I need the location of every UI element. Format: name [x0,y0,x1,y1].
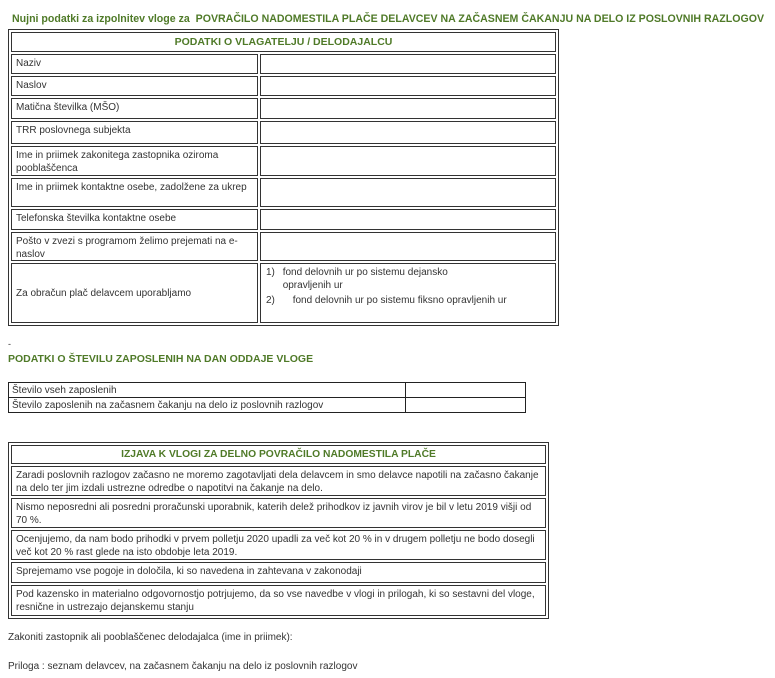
statement-item-5: Pod kazensko in materialno odgovornostjo potrjujemo, da so vse navedbe v vlogi in prilogah, ki so sestavni del vloge, resnične in ustrezajo dejanskemu stanju [11,585,546,616]
label-telefon: Telefonska številka kontaktne osebe [11,209,258,230]
option-1-text: fond delovnih ur po sistemu dejansko opravljenih ur [282,267,448,291]
label-e-naslov: Pošto v zvezi s programom želimo prejemati na e-naslov [11,232,258,261]
document-title [12,13,772,25]
label-obracun-plac [11,263,258,323]
option-2[interactable] [266,294,551,307]
employees-heading: PODATKI O ŠTEVILU ZAPOSLENIH NA DAN ODDAJE VLOGE [8,353,314,365]
value-zaposleni-na-cakanju[interactable] [405,397,526,413]
label-zakoniti-zastopnik: Ime in priimek zakonitega zastopnika oziroma pooblaščenca [11,146,258,176]
label-maticna-stevilka: Matična številka (MŠO) [11,98,258,119]
attachment-note: Priloga : seznam delavcev, na začasnem čakanju na delo iz poslovnih razlogov [8,661,358,672]
value-telefon[interactable] [260,209,556,230]
statement-item-3: Ocenjujemo, da nam bodo prihodki v prvem polletju 2020 upadli za več kot 20 % in v drugem polletju ne bodo dosegli več kot 20 % rast glede na isto obdobje leta 2019. [11,530,546,560]
label-vsi-zaposleni: Število vseh zaposlenih [8,382,406,398]
obracun-plac-text: Za obračun plač delavcem uporabljamo [16,288,192,299]
statement-heading: IZJAVA K VLOGI ZA DELNO POVRAČILO NADOMESTILA PLAČE [11,445,546,464]
value-vsi-zaposleni[interactable] [405,382,526,398]
label-kontaktna-oseba: Ime in priimek kontaktne osebe, zadolžene za ukrep [11,178,258,207]
option-1[interactable] [266,266,546,292]
value-naslov[interactable] [260,76,556,96]
value-naziv[interactable] [260,54,556,74]
statement-item-1: Zaradi poslovnih razlogov začasno ne moremo zagotavljati dela delavcem in smo delavce napotili na začasno čakanje na delo ter jim izdali ustrezne odredbe o napotitvi na čakanje na delo. [11,466,546,496]
separator-dash: - [8,339,11,349]
statement-item-4: Sprejemamo vse pogoje in določila, ki so navedena in zahtevana v zakonodaji [11,562,546,583]
option-1-num: 1) [266,267,275,278]
statement-item-2: Nismo neposredni ali posredni proračunski uporabnik, katerih delež prihodkov iz javnih virov je bil v letu 2019 višji od 70 %. [11,498,546,528]
value-obracun-plac[interactable] [260,263,556,323]
option-2-num: 2) [266,295,275,306]
value-maticna-stevilka[interactable] [260,98,556,119]
label-trr: TRR poslovnega subjekta [11,121,258,144]
option-2-text: fond delovnih ur po sistemu fiksno opravljenih ur [292,295,507,306]
title-prefix: Nujni podatki za izpolnitev vloge za [12,13,190,25]
title-main: POVRAČILO NADOMESTILA PLAČE DELAVCEV NA ZAČASNEM ČAKANJU NA DELO IZ POSLOVNIH RAZLOGOV [195,13,765,25]
value-kontaktna-oseba[interactable] [260,178,556,207]
label-naziv: Naziv [11,54,258,74]
signatory-label: Zakoniti zastopnik ali pooblaščenec delodajalca (ime in priimek): [8,632,293,643]
value-zakoniti-zastopnik[interactable] [260,146,556,176]
label-naslov: Naslov [11,76,258,96]
applicant-heading: PODATKI O VLAGATELJU / DELODAJALCU [11,32,556,52]
label-zaposleni-na-cakanju: Število zaposlenih na začasnem čakanju na delo iz poslovnih razlogov [8,397,406,413]
value-trr[interactable] [260,121,556,144]
value-e-naslov[interactable] [260,232,556,261]
